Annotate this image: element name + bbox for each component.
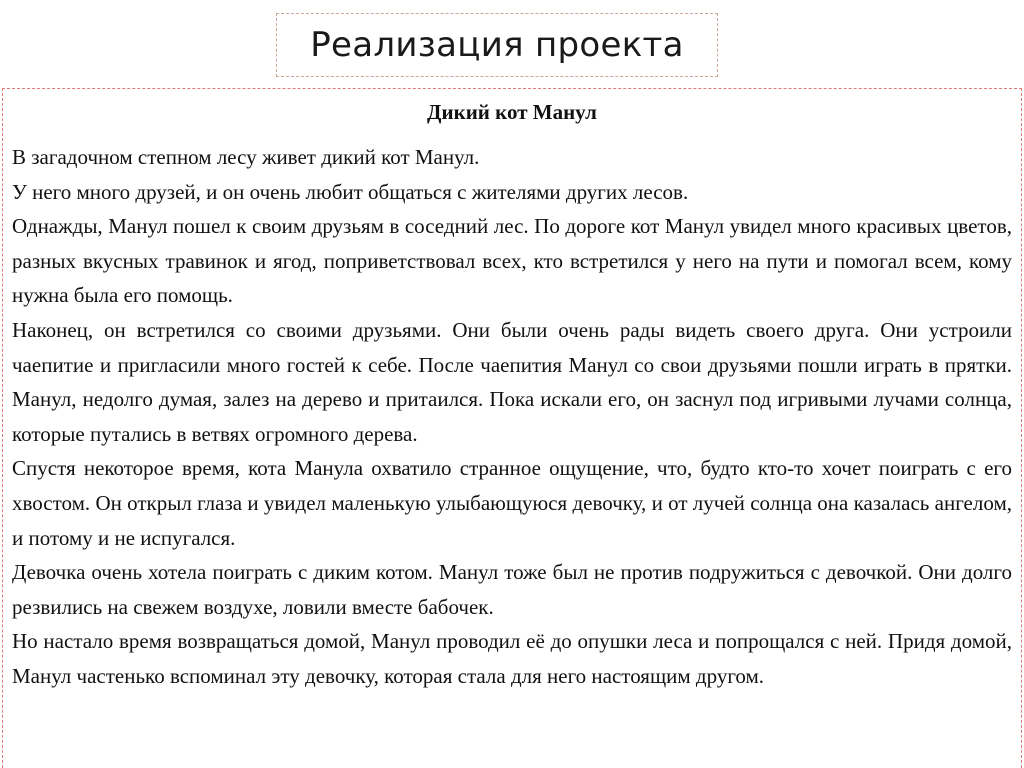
story-paragraph-1: В загадочном степном лесу живет дикий кот Манул. <box>12 145 480 169</box>
story-paragraph-2: У него много друзей, и он очень любит общаться с жителями других лесов. <box>12 179 689 204</box>
slide-title: Реализация проекта <box>310 25 684 65</box>
story-text-box <box>2 88 1022 768</box>
story-paragraph-7: Но настало время возвращаться домой, Манул проводил её до опушки леса и попрощался с ней. Придя домой, Манул частенько вспоминал эту девочку, которая стала для него настоящим другом. <box>12 629 1012 688</box>
slide-title-box <box>276 13 718 77</box>
story-paragraph-6: Девочка очень хотела поиграть с диким котом. Манул тоже был не против подружиться с девочкой. Они долго резвились на свежем воздухе, ловили вместе бабочек. <box>12 560 1012 619</box>
story-paragraph-5: Спустя некоторое время, кота Манула охватило странное ощущение, что, будто кто-то хочет поиграть с его хвостом. Он открыл глаза и увидел маленькую улыбающуюся девочку, и от лучей солнца она казалась ангелом, и потому и не испугался. <box>12 456 1012 550</box>
story-paragraph-4: Наконец, он встретился со своими друзьями. Они были очень рады видеть своего друга. Они устроили чаепитие и пригласили много гостей к себе. После чаепития Манул со свои друзьями пошли играть в прятки. Манул, недолго думая, залез на дерево и притаился. Пока искали его, он заснул под игривыми лучами солнца, которые путались в ветвях огромного дерева. <box>12 317 1012 446</box>
story-paragraph-3: Однажды, Манул пошел к своим друзьям в соседний лес. По дороге кот Манул увидел много красивых цветов, разных вкусных травинок и ягод, поприветствовал всех, кто встретился у него на пути и помогал всем, кому нужна была его помощь. <box>12 214 1012 308</box>
story-title: Дикий кот Манул <box>427 100 597 124</box>
